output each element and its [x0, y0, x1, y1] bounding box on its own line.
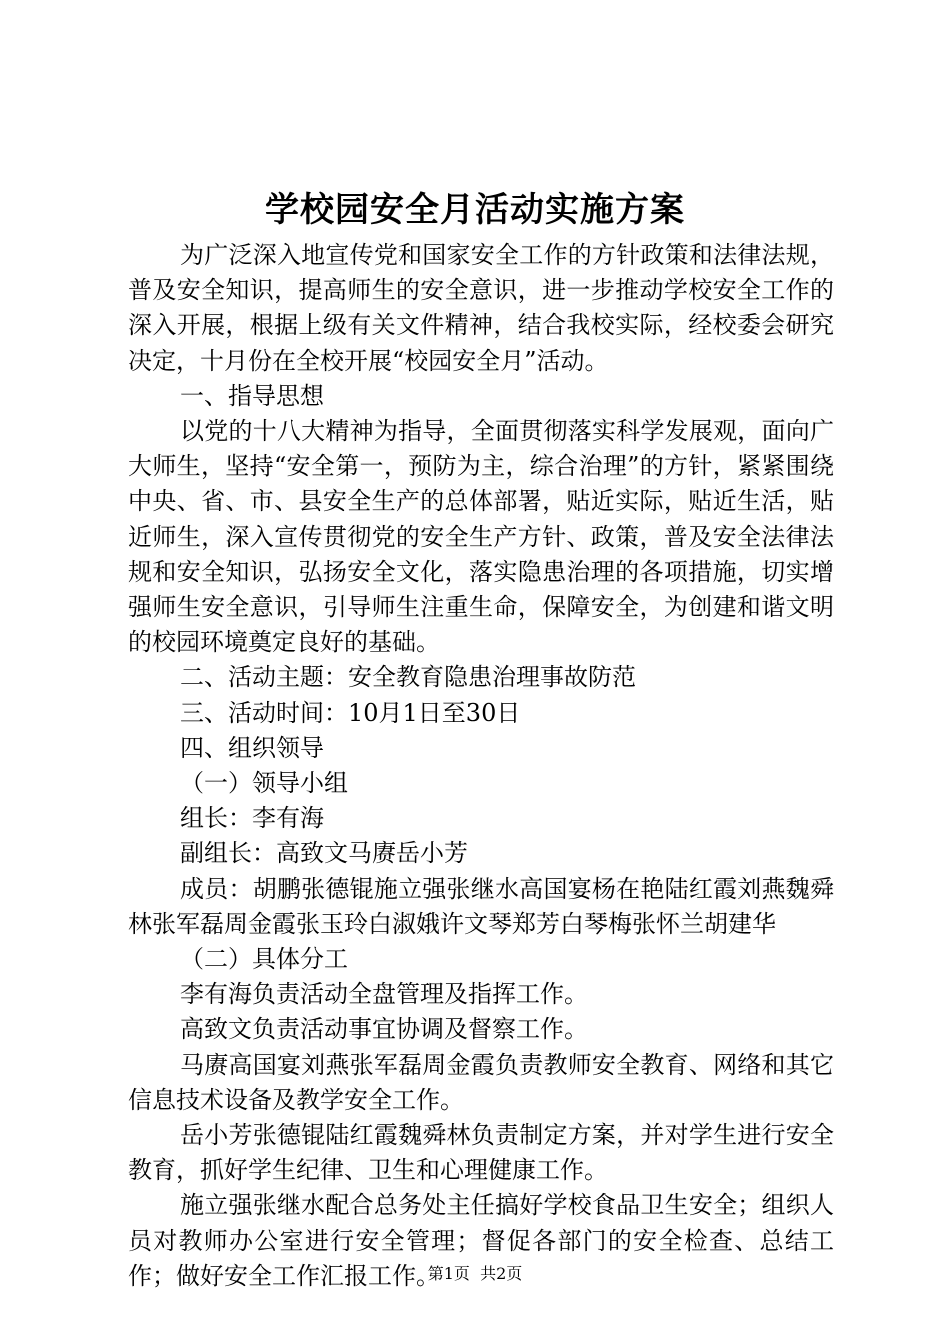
paragraph-duty-1: 李有海负责活动全盘管理及指挥工作。 [180, 980, 588, 1009]
paragraph-duty-5: 施立强张继水配合总务处主任搞好学校食品卫生安全；组织人员对教师办公室进行安全管理；督促各部门的安全检查、总结工作；做好安全工作汇报工作。 [128, 1191, 834, 1290]
paragraph-guiding-thought: 以党的十八大精神为指导，全面贯彻落实科学发展观，面向广大师生，坚持“安全第一，预防为主，综合治理”的方针，紧紧围绕中央、省、市、县安全生产的总体部署，贴近实际，贴近生活，贴近师生，深入宣传贯彻党的安全生产方针、政策，普及安全法律法规和安全知识，弘扬安全文化，落实隐患治理的各项措施，切实增强师生安全意识，引导师生注重生命，保障安全，为创建和谐文明的校园环境奠定良好的基础。 [128, 417, 834, 657]
paragraph-intro: 为广泛深入地宣传党和国家安全工作的方针政策和法律法规，普及安全知识，提高师生的安全意识，进一步推动学校安全工作的深入开展，根据上级有关文件精神，结合我校实际，经校委会研究决定，十月份在全校开展“校园安全月”活动。 [128, 241, 834, 375]
document-title: 学校园安全月活动实施方案 [265, 190, 685, 230]
paragraph-members: 成员：胡鹏张德锟施立强张继水高国宴杨在艳陆红霞刘燕魏舜林张军磊周金霞张玉玲白淑娥许文琴郑芳白琴梅张怀兰胡建华 [128, 874, 834, 938]
paragraph-duty-4: 岳小芳张德锟陆红霞魏舜林负责制定方案，并对学生进行安全教育，抓好学生纪律、卫生和心理健康工作。 [128, 1121, 834, 1185]
paragraph-duty-3: 马赓高国宴刘燕张军磊周金霞负责教师安全教育、网络和其它信息技术设备及教学安全工作。 [128, 1050, 834, 1114]
heading-activity-theme: 二、活动主题：安全教育隐患治理事故防范 [180, 663, 636, 692]
subheading-division-of-labor: （二）具体分工 [180, 945, 348, 974]
heading-guiding-thought: 一、指导思想 [180, 381, 324, 410]
page-number: 第1页 [427, 1264, 470, 1283]
paragraph-deputy-leaders: 副组长：高致文马赓岳小芳 [180, 839, 468, 868]
heading-activity-time: 三、活动时间：10月1日至30日 [180, 698, 521, 727]
subheading-leadership-group: （一）领导小组 [180, 769, 348, 798]
heading-organization: 四、组织领导 [180, 733, 324, 762]
document-body [128, 238, 834, 1294]
page-footer [0, 1262, 950, 1286]
paragraph-group-leader: 组长：李有海 [180, 804, 324, 833]
paragraph-duty-2: 高致文负责活动事宜协调及督察工作。 [180, 1015, 588, 1044]
page-total: 共2页 [480, 1264, 523, 1283]
